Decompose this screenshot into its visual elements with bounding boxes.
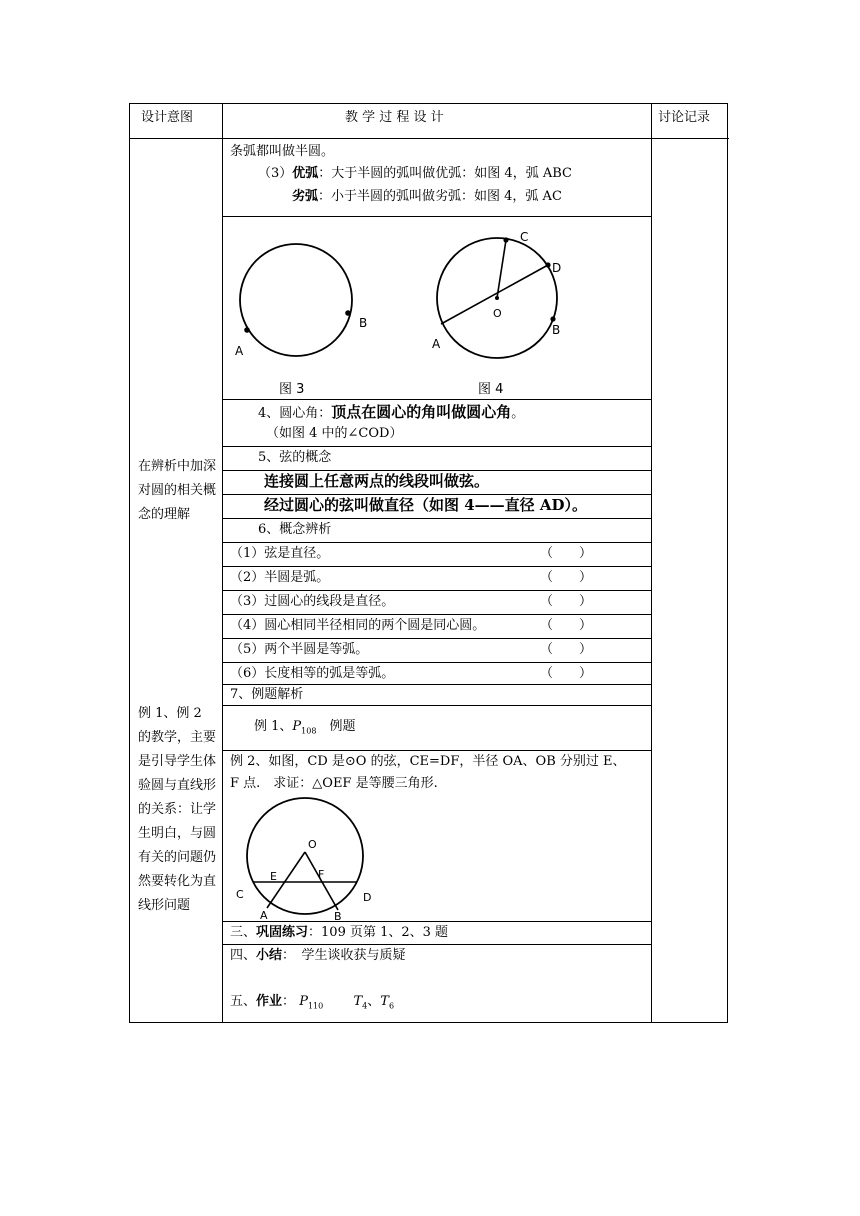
discrim-question: （6）长度相等的弧是等弧。 <box>230 666 395 681</box>
practice-line: 三、巩固练习：109 页第 1、2、3 题 <box>230 925 449 940</box>
ex2-label-c: C <box>236 888 244 901</box>
chord-title: 5、弦的概念 <box>258 450 332 465</box>
homework-line: 五、作业： $P_{110}$ $T_4$、$T_6$ <box>230 994 395 1011</box>
fig4-center-o <box>495 296 499 300</box>
ex2-label-o: O <box>308 838 317 851</box>
row-divider <box>222 494 651 495</box>
header-intent: 设计意图 <box>141 110 194 125</box>
fig4-caption: 图 4 <box>478 382 504 397</box>
discrim-question: （3）过圆心的线段是直径。 <box>230 594 395 609</box>
intent-text-2: 例 1、例 2 的教学，主要是引导学生体验圆与直线形的关系：让学生明白，与圆有关的问题仍然要转化为直线形问题 <box>138 706 217 913</box>
discrim-answer-blank[interactable]: （ ） <box>540 618 593 633</box>
example-1: 例 1、$P_{108}$ 例题 <box>254 719 356 736</box>
fig4-label-d: D <box>552 261 562 275</box>
fig3-label-b: B <box>359 316 368 330</box>
fig4-label-b: B <box>552 323 561 337</box>
fig3-circle <box>240 244 352 356</box>
discrim-answer-blank[interactable]: （ ） <box>540 666 593 681</box>
ex2-circle <box>247 798 363 914</box>
row-divider <box>222 542 651 543</box>
col-divider-2 <box>651 104 652 1022</box>
row-divider <box>222 566 651 567</box>
ex2-label-b: B <box>334 910 342 921</box>
central-angle: 4、圆心角：顶点在圆心的角叫做圆心角。 <box>258 403 525 421</box>
header-discussion: 讨论记录 <box>658 110 711 125</box>
ex2-label-f: F <box>318 868 325 881</box>
discrim-answer-blank[interactable]: （ ） <box>540 546 593 561</box>
row-divider <box>222 662 651 663</box>
fig3-label-a: A <box>235 344 244 358</box>
example-2-line-1: 例 2、如图，CD 是⊙O 的弦，CE=DF，半径 OA、OB 分别过 E、 <box>230 754 626 769</box>
fig4-point-c <box>503 237 508 242</box>
row-divider <box>222 614 651 615</box>
fig4-label-c: C <box>520 230 529 244</box>
row-divider <box>222 684 651 685</box>
discrimination-title: 6、概念辨析 <box>258 522 332 537</box>
example-2-line-2: F 点. 求证：△OEF 是等腰三角形. <box>230 776 438 791</box>
fig4-label-a: A <box>432 337 441 351</box>
fig3-caption: 图 3 <box>279 382 305 397</box>
figures-3-4 <box>222 216 651 399</box>
row-divider <box>222 705 651 706</box>
fig3-point-a <box>244 327 250 333</box>
discrim-answer-blank[interactable]: （ ） <box>540 570 593 585</box>
discrim-answer-blank[interactable]: （ ） <box>540 642 593 657</box>
fig3-point-b <box>345 310 351 316</box>
summary-line: 四、小结： 学生谈收获与质疑 <box>230 948 406 963</box>
row-divider <box>222 750 651 751</box>
discrim-answer-blank[interactable]: （ ） <box>540 594 593 609</box>
minor-arc-line: 劣弧：小于半圆的弧叫做劣弧：如图 4，弧 AC <box>292 189 562 204</box>
discrim-question: （5）两个半圆是等弧。 <box>230 642 369 657</box>
discrim-question: （4）圆心相同半径相同的两个圆是同心圆。 <box>230 618 486 633</box>
discrim-question: （2）半圆是弧。 <box>230 570 330 585</box>
row-divider <box>222 399 651 400</box>
ex2-label-d: D <box>363 891 372 904</box>
lesson-table <box>129 103 728 1023</box>
diameter-definition: 经过圆心的弦叫做直径（如图 4——直径 AD）。 <box>264 496 588 514</box>
chord-definition: 连接圆上任意两点的线段叫做弦。 <box>264 472 490 490</box>
ex2-label-e: E <box>270 870 277 883</box>
row-divider <box>222 638 651 639</box>
ex2-label-a: A <box>260 909 268 921</box>
central-angle-example: （如图 4 中的∠COD） <box>266 426 403 441</box>
semicircle-tail: 条弧都叫做半圆。 <box>230 144 335 159</box>
discrim-question: （1）弦是直径。 <box>230 546 330 561</box>
header-process: 教 学 过 程 设 计 <box>345 110 444 125</box>
example-2-figure <box>222 796 402 921</box>
row-divider <box>222 470 651 471</box>
row-divider <box>222 944 651 945</box>
fig4-point-d <box>545 262 550 267</box>
fig4-point-b <box>550 316 555 321</box>
row-divider <box>222 446 651 447</box>
intent-text-1: 在辨析中加深对圆的相关概念的理解 <box>138 459 217 522</box>
fig4-label-o: O <box>493 307 502 320</box>
row-divider <box>222 590 651 591</box>
example-title: 7、例题解析 <box>230 687 304 702</box>
major-arc-line: （3）优弧：大于半圆的弧叫做优弧：如图 4，弧 ABC <box>258 166 572 181</box>
ex2-radius-ob <box>305 852 338 910</box>
header-divider <box>130 138 729 139</box>
row-divider <box>222 518 651 519</box>
row-divider <box>222 921 651 922</box>
